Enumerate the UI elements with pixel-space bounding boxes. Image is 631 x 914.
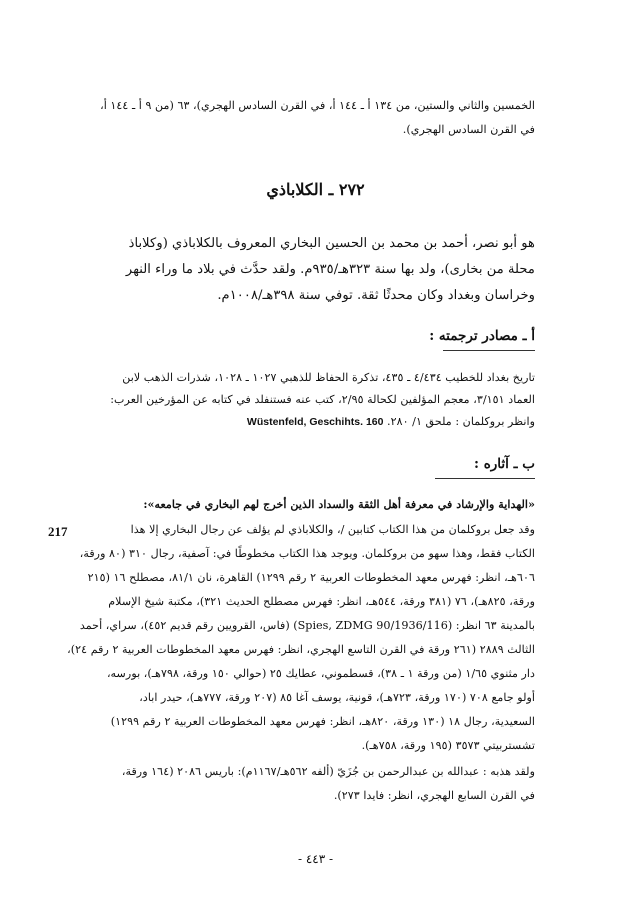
intro-line-1: هو أبو نصر، أحمد بن محمد بن الحسين البخاري المعروف بالكلاباذي (وكلاباذ <box>128 236 535 251</box>
section-a-line-1: تاريخ بغداد للخطيب ٤/٤٣٤ ـ ٤٣٥، تذكرة الحفاظ للذهبي ١٠٢٧ ـ ١٠٢٨، شذرات الذهب لابن <box>122 371 535 384</box>
section-a-line-3 <box>92 414 535 430</box>
section-b-line-9: أولو جامع ٧٠٨ (١٧٠ ورقة، ٧٢٣هـ)، قونية، يوسف آغا ٨٥ (٢٠٧ ورقة، ٧٧٧هـ)، حيدر اباد، <box>139 691 535 704</box>
intro-line-2: محلة من بخارى)، ولد بها سنة ٣٢٣هـ/٩٣٥م. ولقد حدَّث في بلاد ما وراء النهر <box>125 262 535 277</box>
section-b-line-8: دار مثنوي ١/٦٥ (من ورقة ١ ـ ٣٨)، قسطموني، عطايك ٢٥ (حوالي ١٥٠ ورقة، ٧٩٨هـ)، بورسه، <box>106 667 535 680</box>
continuation-line-1: الخمسين والثاني والستين، من ١٣٤ أ ـ ١٤٤ أ، في القرن السادس الهجري)، ٦٣ (من ٩ أ ـ ١٤٤ أ، <box>100 99 535 112</box>
section-b-heading: ب ـ آثاره : <box>474 456 535 472</box>
section-a-underline <box>443 350 535 351</box>
section-a-heading: أ ـ مصادر ترجمته : <box>429 328 535 344</box>
section-b-line-4: ٦٠٦هـ، انظر: فهرس معهد المخطوطات العربية ٢ رقم ١٢٩٩) القاهرة، نان ٨١/١، مصطلح ١٦ (٢١٥ <box>87 571 535 584</box>
section-b-line-3: الكتاب فقط، وهذا سهو من بروكلمان. ويوجد هذا الكتاب مخطوطًا في: آصفية، رجال ٣١٠ (٨٠ ورقة، <box>79 547 535 560</box>
book-title-line: «الهداية والإرشاد في معرفة أهل الثقة والسداد الذين أخرج لهم البخاري في جامعه»: <box>143 497 535 511</box>
intro-line-3: وخراسان وبغداد وكان محدثًا ثقة. توفي سنة ٣٩٨هـ/١٠٠٨م. <box>217 288 535 303</box>
section-b-line-10: السعيدية، رجال ١٨ (١٣٠ ورقة، ٨٢٠هـ، انظر: فهرس معهد المخطوطات العربية ٢ رقم ١٢٩٩) <box>110 715 535 728</box>
continuation-line-2: في القرن السادس الهجري). <box>402 123 535 136</box>
wustenfeld-reference: Wüstenfeld, Geschihts. 160 <box>246 416 384 428</box>
section-b-line-5: ورقة، ٨٢٥هـ)، ٧٦ (٣٨١ ورقة، ٥٤٤هـ، انظر: فهرس مصطلح الحديث ٣٢١)، مكتبة شيخ الإسلام <box>108 595 535 608</box>
page-number: - ٤٤٣ - <box>297 852 334 866</box>
section-b-underline <box>435 478 535 479</box>
entry-title: ٢٧٢ ـ الكلاباذي <box>266 180 365 199</box>
section-b-line-6: بالمدينة ٦٣ انظر: (Spies, ZDMG 90/1936/116) (فاس، القرويين رقم قديم ٤٥٢)، سراي، أحمد <box>79 619 535 632</box>
section-b-line-11: تشستربيتي ٣٥٧٣ (١٩٥ ورقة، ٧٥٨هـ). <box>361 739 535 752</box>
section-b-line-13: في القرن السابع الهجري، انظر: فايدا ٢٧٣). <box>333 789 535 802</box>
section-a-line-2: العماد ٣/١٥١، معجم المؤلفين لكحالة ٢/٩٥، كتب عنه فستنفلد في كتابه عن المؤرخين العرب: <box>110 393 535 406</box>
section-b-line-7: الثالث ٢٨٨٩ (٢٦١ ورقة في القرن التاسع الهجري، انظر: فهرس معهد المخطوطات العربية ٢ رقم ٢٤)، <box>67 643 535 656</box>
section-a-line-3-text: وانظر بروكلمان : ملحق ١/ ٢٨٠. <box>387 415 535 428</box>
section-b-line-2: وقد جعل بروكلمان من هذا الكتاب كتابين /، والكلاباذي لم يؤلف عن رجال البخاري إلا هذا <box>130 523 535 536</box>
margin-page-number: 217 <box>48 524 68 539</box>
section-b-line-12: ولقد هذبه : عبدالله بن عبدالرحمن بن جُزَيّ (ألفه ٥٦٢هـ/١١٦٧م): باريس ٢٠٨٦ (١٦٤ ورقة، <box>121 765 535 778</box>
